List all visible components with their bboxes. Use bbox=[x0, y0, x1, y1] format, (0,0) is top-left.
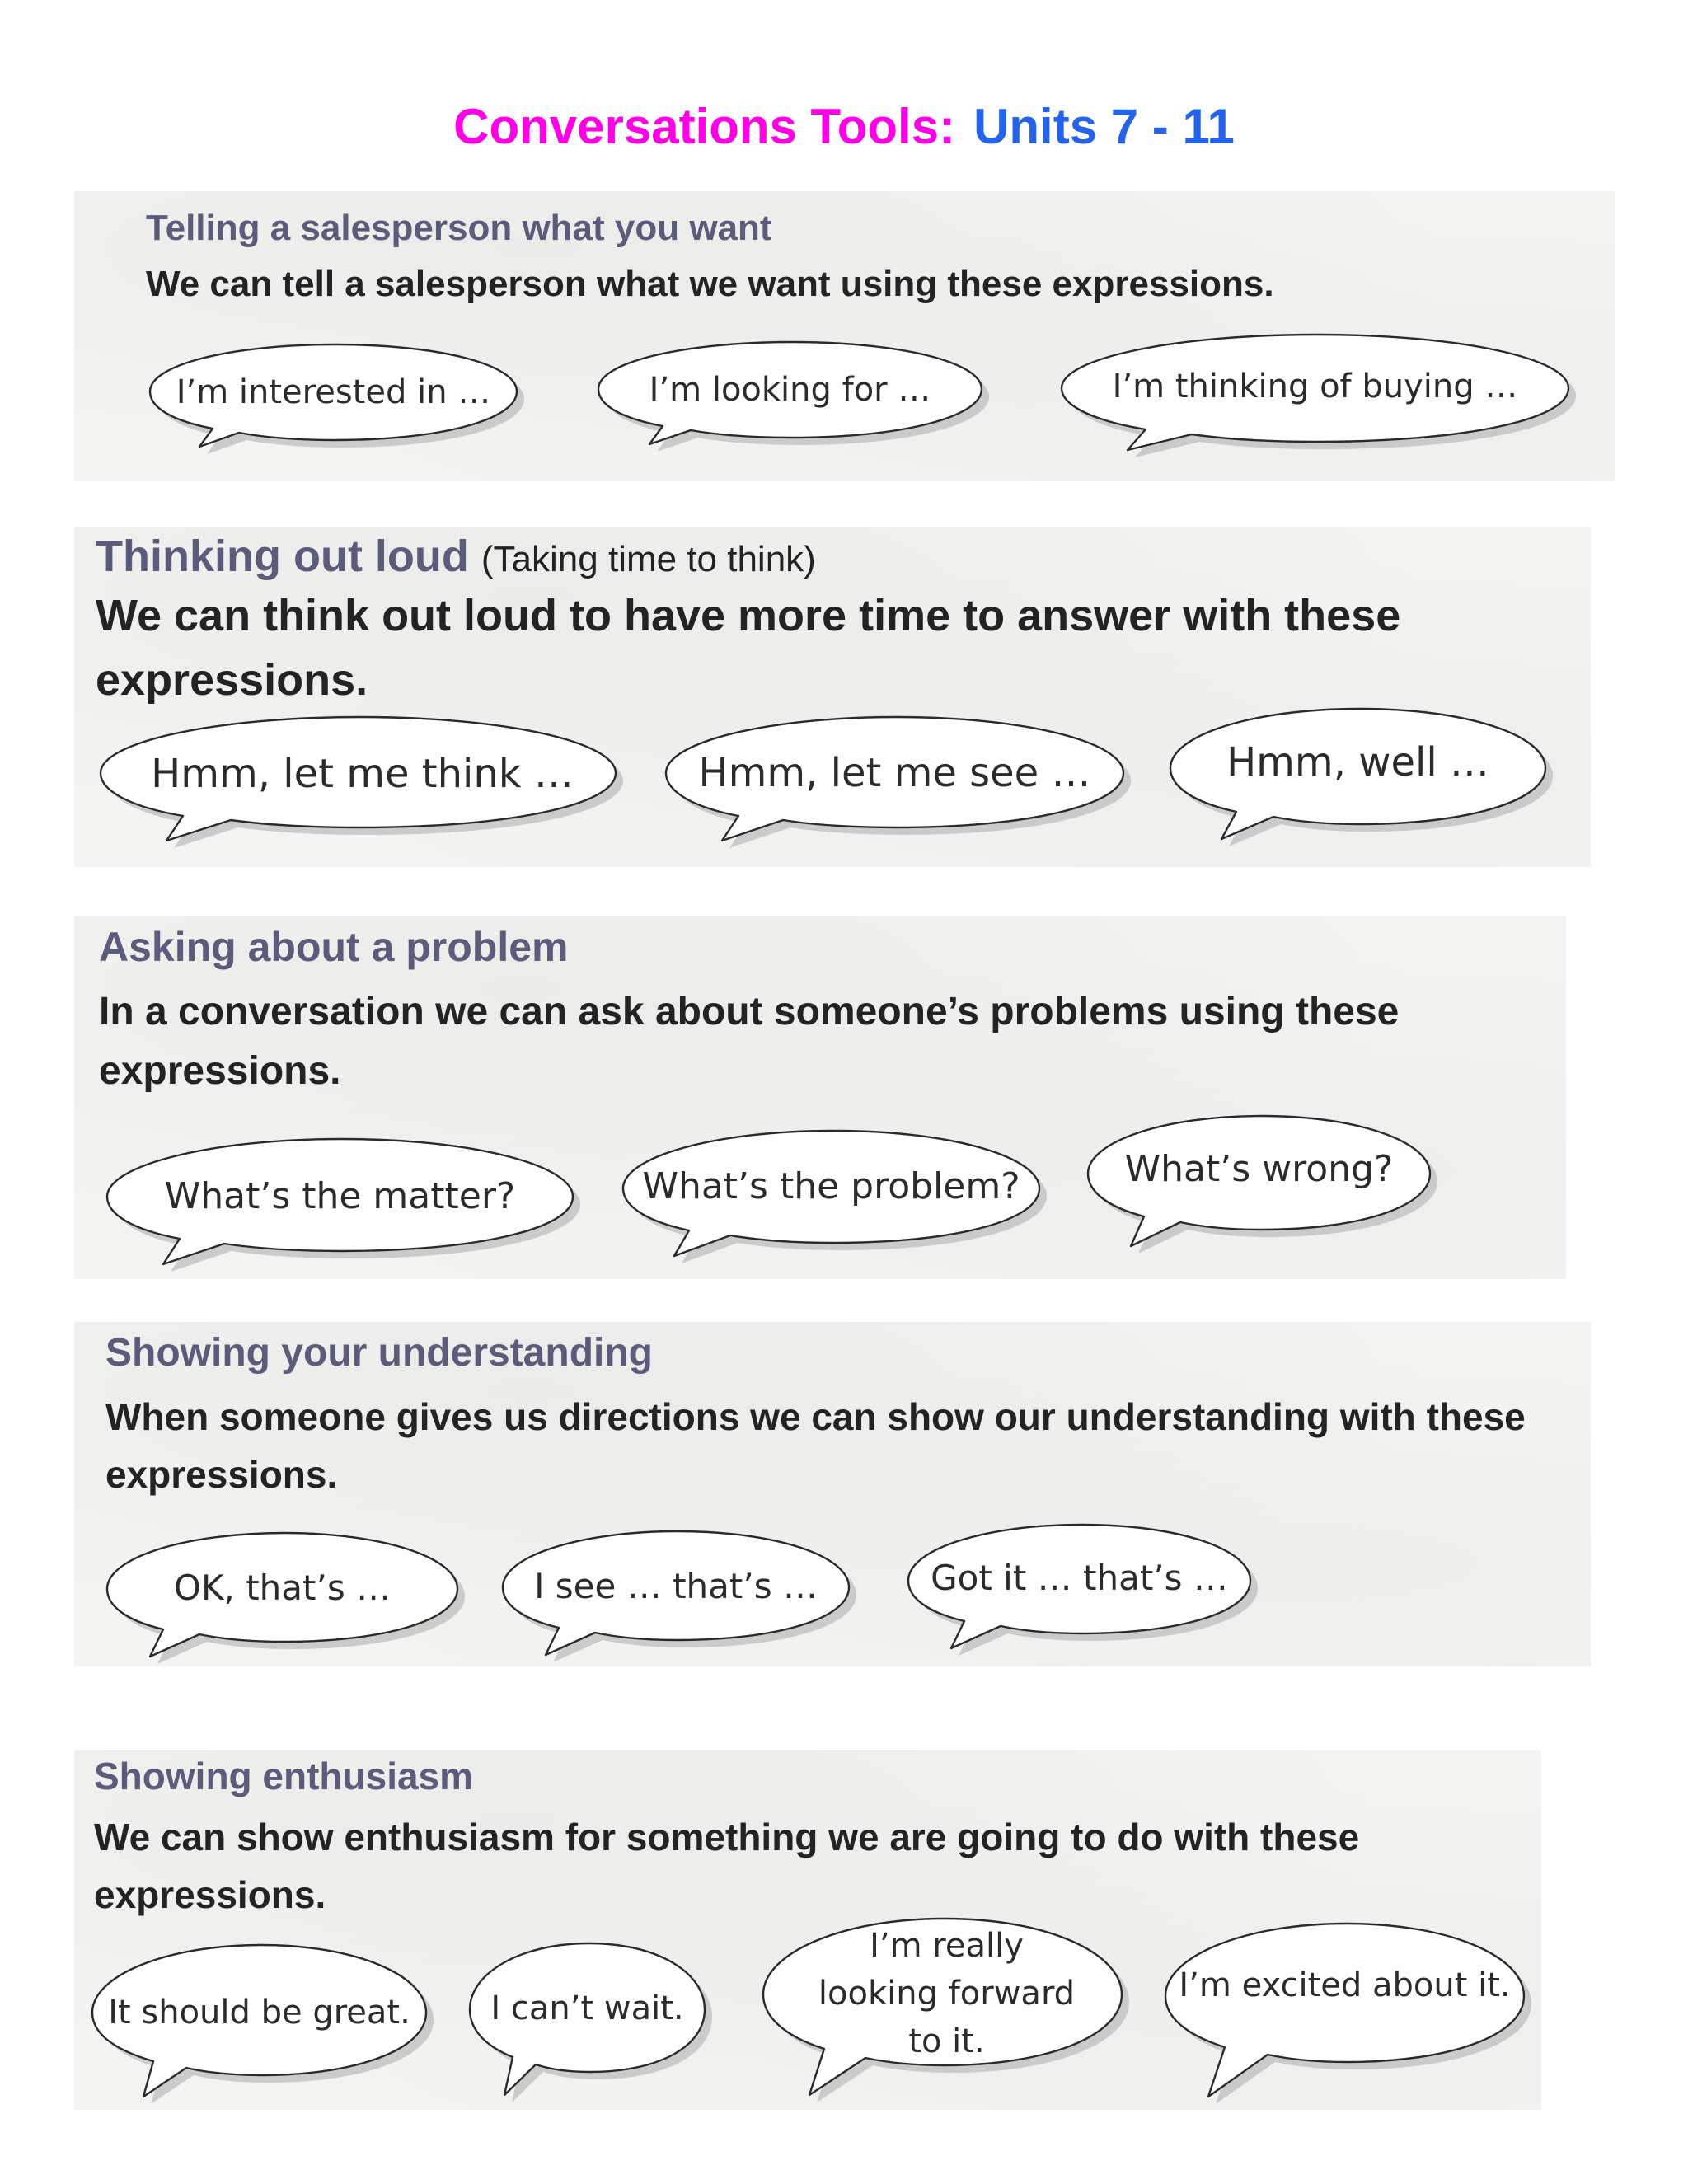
section-telling-salesperson bbox=[74, 191, 1615, 481]
phrase-text: I’m really looking forward to it. bbox=[818, 1927, 1076, 2060]
phrase-text: It should be great. bbox=[108, 1994, 410, 2032]
speech-bubble bbox=[99, 1132, 585, 1274]
phrase-text: Got it … that’s … bbox=[931, 1557, 1228, 1598]
phrase-text: What’s the matter? bbox=[164, 1174, 516, 1217]
phrase-text: I’m thinking of buying … bbox=[1112, 367, 1518, 405]
speech-bubble bbox=[590, 335, 994, 459]
page-title bbox=[0, 97, 1688, 157]
section-description: We can think out loud to have more time to answer with these expressions. bbox=[96, 591, 1401, 705]
page-title-main: Conversations Tools: bbox=[453, 99, 956, 154]
speech-bubble bbox=[92, 710, 628, 851]
phrase-text: Hmm, well … bbox=[1226, 739, 1489, 785]
phrase-text: Hmm, let me think … bbox=[151, 751, 574, 797]
speech-bubble bbox=[142, 338, 529, 462]
speech-bubble bbox=[1157, 1917, 1536, 2108]
section-asking-about-problem bbox=[74, 916, 1566, 1279]
phrase-text: I see … that’s … bbox=[534, 1565, 818, 1606]
section-heading: Showing enthusiasm bbox=[94, 1755, 474, 1797]
section-description: We can tell a salesperson what we want using these expressions. bbox=[146, 264, 1274, 304]
section-showing-understanding bbox=[74, 1322, 1591, 1666]
phrase-text: What’s the problem? bbox=[642, 1165, 1020, 1207]
speech-bubble bbox=[99, 1526, 470, 1666]
speech-bubble bbox=[900, 1518, 1263, 1658]
speech-bubble bbox=[755, 1912, 1134, 2107]
section-heading-text: Thinking out loud bbox=[96, 532, 469, 581]
section-heading: Asking about a problem bbox=[99, 924, 569, 970]
section-heading bbox=[96, 531, 816, 582]
phrase-text: OK, that’s … bbox=[173, 1567, 392, 1608]
phrase-text: I’m interested in … bbox=[176, 373, 491, 411]
section-heading-note: (Taking time to think) bbox=[481, 539, 816, 579]
section-showing-enthusiasm bbox=[74, 1750, 1541, 2110]
speech-bubble bbox=[495, 1525, 861, 1665]
page-title-units: Units 7 - 11 bbox=[973, 99, 1235, 154]
section-description: We can show enthusiasm for something we are going to do with these expressions. bbox=[94, 1816, 1360, 1916]
phrase-text: What’s wrong? bbox=[1124, 1147, 1394, 1190]
speech-bubble bbox=[1162, 702, 1558, 851]
phrase-text: I’m excited about it. bbox=[1179, 1966, 1511, 2004]
phrase-text: I can’t wait. bbox=[490, 1990, 684, 2027]
section-heading: Showing your understanding bbox=[106, 1331, 653, 1375]
section-thinking-out-loud bbox=[74, 527, 1591, 867]
speech-bubble bbox=[84, 1938, 438, 2108]
section-description: When someone gives us directions we can show our understanding with these expressions. bbox=[106, 1395, 1526, 1496]
speech-bubble bbox=[462, 1937, 717, 2107]
phrase-text: Hmm, let me see … bbox=[698, 750, 1091, 796]
section-description: In a conversation we can ask about someone’s problems using these expressions. bbox=[99, 990, 1400, 1093]
phrase-text: I’m looking for … bbox=[649, 371, 931, 409]
section-heading: Telling a salesperson what you want bbox=[146, 208, 772, 248]
speech-bubble bbox=[1080, 1109, 1442, 1258]
speech-bubble bbox=[615, 1124, 1052, 1266]
speech-bubble bbox=[1053, 326, 1581, 462]
speech-bubble bbox=[658, 710, 1136, 851]
